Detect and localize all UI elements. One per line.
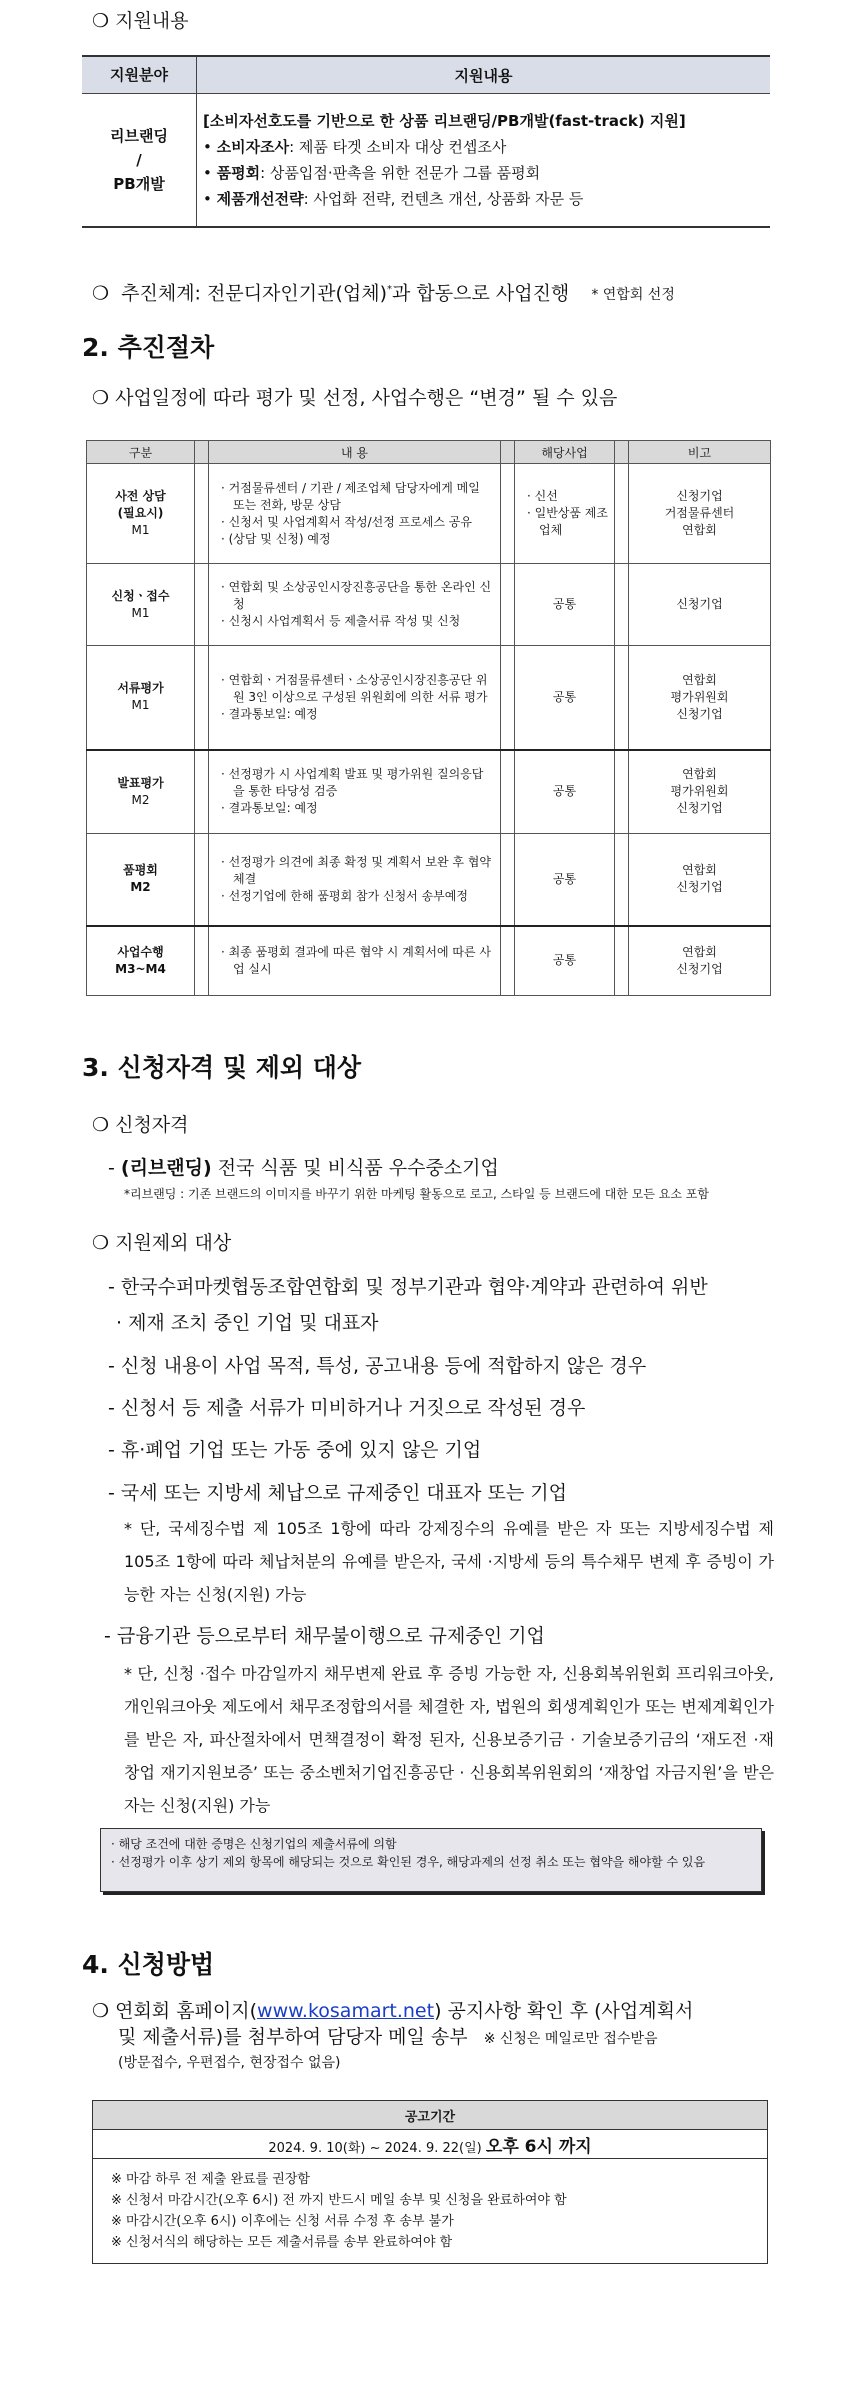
period-note: ※ 신청서 마감시간(오후 6시) 전 까지 반드시 메일 송부 및 신청을 완료하여야 함 bbox=[111, 2193, 567, 2208]
schedule-row bbox=[87, 564, 771, 646]
schedule-note: 연합회 평가위원회 신청기업 bbox=[629, 750, 771, 834]
homepage-link[interactable]: www.kosamart.net bbox=[257, 2000, 435, 2022]
schedule-target: 공통 bbox=[515, 926, 615, 996]
schedule-gap bbox=[195, 441, 209, 464]
finance-exception-note: * 단, 신청 ·접수 마감일까지 채무변제 완료 후 증빙 가능한 자, 신용회복위원회 프리워크아웃, 개인워크아웃 제도에서 채무조정합의서를 체결한 자, 법원의 회생계획인가 또는 변제계획인가를 받은 자, 파산절차에서 면책결정이 확정 된자, 신용보증기금 · 기술보증기금의 ‘재도전 ·재창업 재기지원보증’ 또는 중소벤처기업진흥공단 · 신용회복위원회의 ‘재창업 자금지원’을 받은 자는 신청(지원) 가능 bbox=[124, 1664, 774, 1815]
schedule-note: 연합회 신청기업 bbox=[629, 926, 771, 996]
schedule-content: · 거점물류센터 / 기관 / 제조업체 담당자에게 메일 또는 전화, 방문 상담 · 신청서 및 사업계획서 작성/선정 프로세스 공유 · (상담 및 신청) 예정 bbox=[209, 464, 501, 564]
schedule-header: 비고 bbox=[629, 441, 771, 464]
exclusion-item: · 제재 조치 중인 기업 및 대표자 bbox=[116, 1312, 379, 1334]
apply-line-2: 및 제출서류)를 첨부하여 담당자 메일 송부 ※ 신청은 메일로만 접수받음 bbox=[118, 2026, 658, 2048]
schedule-row bbox=[87, 926, 771, 996]
section2-intro: ❍ 사업일정에 따라 평가 및 선정, 사업수행은 “변경” 될 수 있음 bbox=[92, 387, 618, 409]
schedule-note: 신청기업 거점물류센터 연합회 bbox=[629, 464, 771, 564]
support-col1-header: 지원분야 bbox=[82, 56, 197, 94]
circle-bullet-icon: ❍ bbox=[92, 282, 110, 305]
schedule-row bbox=[87, 646, 771, 750]
schedule-note: 연합회 신청기업 bbox=[629, 834, 771, 926]
support-content bbox=[197, 94, 771, 228]
schedule-gap bbox=[501, 441, 515, 464]
exclusion-heading: ❍ 지원제외 대상 bbox=[92, 1232, 232, 1254]
exclusion-item: - 한국수퍼마켓협동조합연합회 및 정부기관과 협약·계약과 관련하여 위반 bbox=[108, 1276, 708, 1298]
schedule-stage: 서류평가 M1 bbox=[87, 646, 195, 750]
circle-bullet-icon: ❍ bbox=[92, 1232, 110, 1254]
section4-title: 4. 신청방법 bbox=[82, 1950, 215, 1979]
schedule-target: 공통 bbox=[515, 646, 615, 750]
period-note: ※ 마감 하루 전 제출 완료를 권장함 bbox=[111, 2172, 310, 2187]
circle-bullet-icon: ❍ bbox=[92, 10, 110, 32]
schedule-content: · 연합회ㆍ거점물류센터ㆍ소상공인시장진흥공단 위원 3인 이상으로 구성된 위원회에 의한 서류 평가 · 결과통보일: 예정 bbox=[209, 646, 501, 750]
support-field: 리브랜딩 / PB개발 bbox=[82, 94, 197, 228]
schedule-header: 해당사업 bbox=[515, 441, 615, 464]
section3-title: 3. 신청자격 및 제외 대상 bbox=[82, 1053, 362, 1082]
exclusion-item: - 신청서 등 제출 서류가 미비하거나 거짓으로 작성된 경우 bbox=[108, 1397, 586, 1419]
circle-bullet-icon: ❍ bbox=[92, 387, 110, 409]
support-heading: ❍ 지원내용 bbox=[92, 10, 189, 32]
period-note: ※ 신청서식의 해당하는 모든 제출서류를 송부 완료하여야 함 bbox=[111, 2235, 453, 2250]
schedule-stage: 발표평가 M2 bbox=[87, 750, 195, 834]
support-item: • 제품개선전략: 사업화 전략, 컨텐츠 개선, 상품화 자문 등 bbox=[203, 190, 584, 208]
support-item: • 소비자조사: 제품 타겟 소비자 대상 컨셉조사 bbox=[203, 138, 507, 156]
schedule-target: 공통 bbox=[515, 750, 615, 834]
schedule-content: · 연합회 및 소상공인시장진흥공단을 통한 온라인 신청 · 신청시 사업계획서 등 제출서류 작성 및 신청 bbox=[209, 564, 501, 646]
qualification-note: *리브랜딩 : 기존 브랜드의 이미지를 바꾸기 위한 마케팅 활동으로 로고, 스타일 등 브랜드에 대한 모든 요소 포함 bbox=[124, 1187, 709, 1201]
period-note: ※ 마감시간(오후 6시) 이후에는 신청 서류 수정 후 송부 불가 bbox=[111, 2214, 454, 2229]
support-col2-header: 지원내용 bbox=[197, 56, 771, 94]
period-table bbox=[92, 2100, 768, 2264]
schedule-note: 연합회 평가위원회 신청기업 bbox=[629, 646, 771, 750]
support-table-header bbox=[82, 56, 770, 94]
apply-line-3: (방문접수, 우편접수, 현장접수 없음) bbox=[118, 2055, 341, 2071]
circle-bullet-icon: ❍ bbox=[92, 2000, 110, 2022]
tax-exception-note: * 단, 국세징수법 제 105조 1항에 따라 강제징수의 유예를 받은 자 또는 지방세징수법 제 105조 1항에 따라 체납처분의 유예를 받은자, 국세 ·지방세 등의 특수채무 변제 후 증빙이 가능한 자는 신청(지원) 가능 bbox=[124, 1519, 774, 1604]
schedule-header: 구분 bbox=[87, 441, 195, 464]
schedule-content: · 선정평가 시 사업계획 발표 및 평가위원 질의응답을 통한 타당성 검증 · 결과통보일: 예정 bbox=[209, 750, 501, 834]
schedule-stage: 신청ㆍ접수 M1 bbox=[87, 564, 195, 646]
notice-line: · 해당 조건에 대한 증명은 신청기업의 제출서류에 의함 bbox=[111, 1837, 397, 1851]
support-system: ❍ 추진체계: 전문디자인기관(업체)*과 합동으로 사업진행 * 연합회 선정 bbox=[92, 282, 675, 305]
apply-line-1: ❍ 연회회 홈페이지(www.kosamart.net) 공지사항 확인 후 (사업계획서 bbox=[92, 2000, 694, 2022]
schedule-note: 신청기업 bbox=[629, 564, 771, 646]
exclusion-item: - 휴·폐업 기업 또는 가동 중에 있지 않은 기업 bbox=[108, 1439, 482, 1461]
schedule-stage: 사업수행 M3~M4 bbox=[87, 926, 195, 996]
period-value: 2024. 9. 10(화) ~ 2024. 9. 22(일) 오후 6시 까지 bbox=[93, 2130, 768, 2159]
support-table-row bbox=[82, 94, 770, 228]
schedule-target: 공통 bbox=[515, 834, 615, 926]
schedule-content: · 최종 품평회 결과에 따른 협약 시 계획서에 따른 사업 실시 bbox=[209, 926, 501, 996]
schedule-stage: 품평회 M2 bbox=[87, 834, 195, 926]
schedule-header: 내 용 bbox=[209, 441, 501, 464]
schedule-table bbox=[86, 440, 771, 996]
notice-line: · 선정평가 이후 상기 제외 항목에 해당되는 것으로 확인된 경우, 해당과제의 선정 취소 또는 협약을 해야할 수 있음 bbox=[111, 1855, 706, 1869]
section2-title: 2. 추진절차 bbox=[82, 333, 215, 362]
schedule-target: · 신선 · 일반상품 제조업체 bbox=[515, 464, 615, 564]
support-table bbox=[82, 55, 770, 228]
circle-bullet-icon: ❍ bbox=[92, 1114, 110, 1136]
qualification-heading: ❍ 신청자격 bbox=[92, 1114, 189, 1136]
schedule-target: 공통 bbox=[515, 564, 615, 646]
schedule-row bbox=[87, 834, 771, 926]
exclusion-item: - 신청 내용이 사업 목적, 특성, 공고내용 등에 적합하지 않은 경우 bbox=[108, 1355, 647, 1377]
schedule-gap bbox=[615, 441, 629, 464]
schedule-row bbox=[87, 750, 771, 834]
schedule-header-row bbox=[87, 441, 771, 464]
qualification-item: - (리브랜딩) 전국 식품 및 비식품 우수중소기업 bbox=[108, 1157, 499, 1179]
schedule-content: · 선정평가 의견에 최종 확정 및 계획서 보완 후 협약 체결 · 선정기업에 한해 품평회 참가 신청서 송부예정 bbox=[209, 834, 501, 926]
notice-box bbox=[100, 1828, 762, 1892]
finance-exclusion-item: - 금융기관 등으로부터 채무불이행으로 규제중인 기업 bbox=[104, 1625, 545, 1647]
period-header: 공고기간 bbox=[93, 2101, 768, 2130]
period-notes bbox=[93, 2159, 768, 2264]
support-item: • 품평회: 상품입점·판촉을 위한 전문가 그룹 품평회 bbox=[203, 164, 541, 182]
schedule-stage: 사전 상담 (필요시) M1 bbox=[87, 464, 195, 564]
exclusion-item: - 국세 또는 지방세 체납으로 규제중인 대표자 또는 기업 bbox=[108, 1482, 567, 1504]
schedule-row bbox=[87, 464, 771, 564]
support-title: [소비자선호도를 기반으로 한 상품 리브랜딩/PB개발(fast-track) 지원] bbox=[203, 112, 686, 130]
